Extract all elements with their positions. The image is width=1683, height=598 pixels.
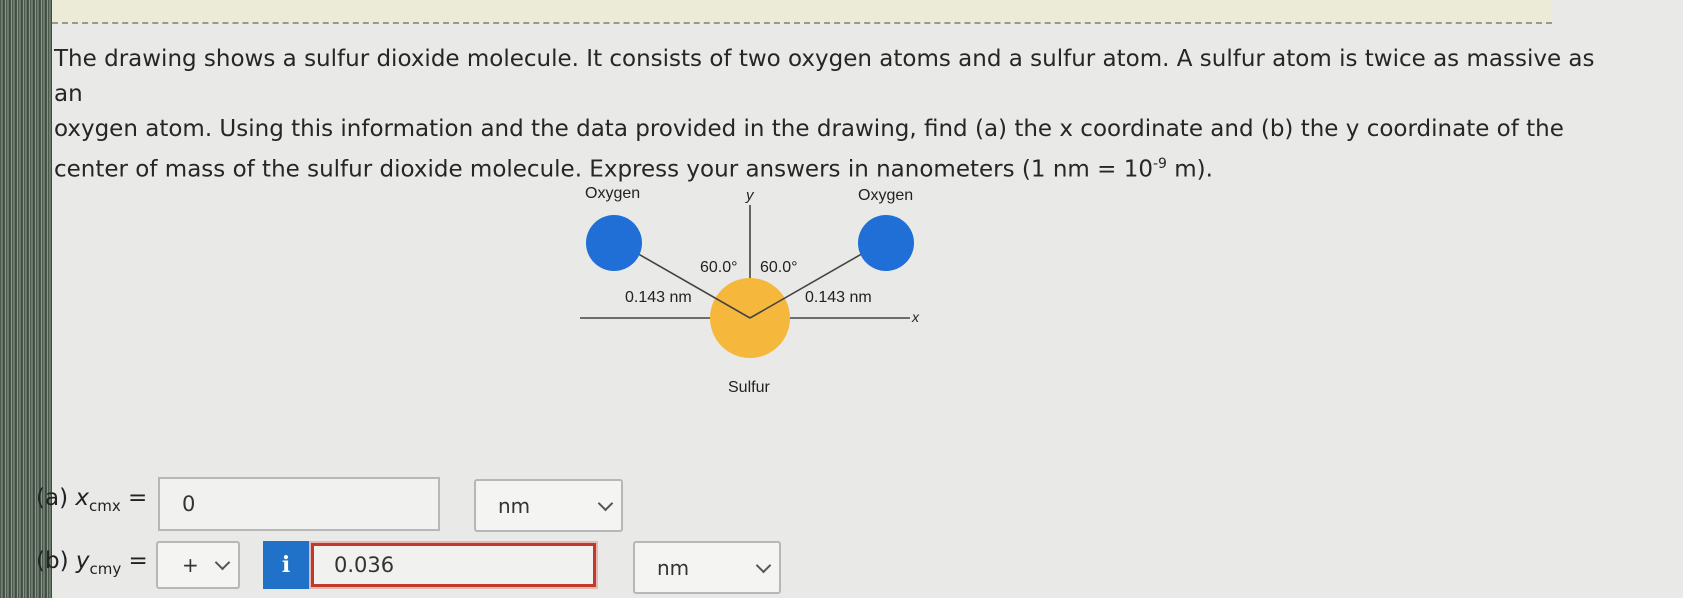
x-unit-value: nm: [498, 493, 531, 518]
y-unit-value: nm: [657, 555, 690, 580]
oxygen-atom-right: [858, 215, 914, 271]
top-band: [52, 0, 1552, 24]
oxygen-left-label: Oxygen: [585, 185, 641, 202]
question-line-1: The drawing shows a sulfur dioxide molecule. It consists of two oxygen atoms and a sulfur atom. A sulfur atom is twice as massive as an: [54, 46, 1595, 107]
part-b-label: (b) $y_{cmy}$ =: [36, 548, 148, 578]
y-unit-select[interactable]: [633, 541, 781, 594]
x-axis-label: x: [912, 309, 919, 325]
info-icon[interactable]: i: [263, 541, 309, 589]
angle-left-label: 60.0°: [700, 259, 738, 276]
y-cm-input[interactable]: 0.036: [311, 543, 596, 587]
sign-value: +: [182, 553, 199, 577]
y-axis-label: y: [746, 187, 754, 204]
sign-select[interactable]: [156, 541, 240, 589]
oxygen-right-label: Oxygen: [858, 187, 914, 204]
chevron-down-icon: [215, 555, 231, 571]
question-line-2: oxygen atom. Using this information and the data provided in the drawing, find (a) the x coordinate and (b) the y coordinate of the: [54, 116, 1564, 142]
oxygen-atom-left: [586, 215, 642, 271]
chevron-down-icon: [598, 495, 614, 511]
part-a-label: (a) $x_{cmx}$ =: [36, 485, 148, 515]
question-line-3: center of mass of the sulfur dioxide molecule. Express your answers in nanometers (1 nm = $10^{-9}$ m).: [54, 156, 1213, 183]
distance-right-label: 0.143 nm: [805, 289, 872, 306]
angle-right-label: 60.0°: [760, 259, 798, 276]
distance-left-label: 0.143 nm: [625, 289, 692, 306]
x-cm-input[interactable]: 0: [158, 477, 440, 531]
question-text: [54, 42, 1614, 188]
sulfur-label: Sulfur: [728, 379, 770, 396]
x-unit-select[interactable]: [474, 479, 623, 532]
chevron-down-icon: [756, 557, 772, 573]
molecule-diagram: [585, 180, 990, 440]
